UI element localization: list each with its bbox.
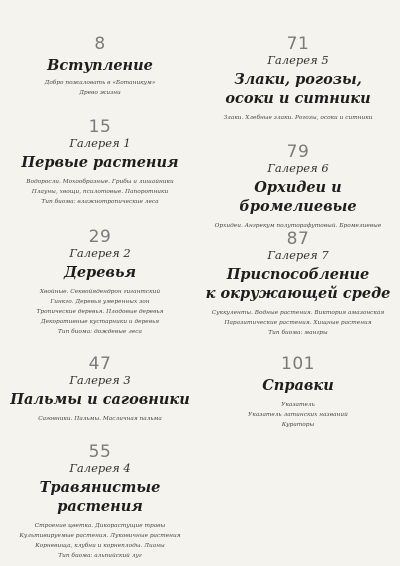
section-title-line: к окружающей среде xyxy=(205,285,391,302)
page-number: 47 xyxy=(88,354,112,374)
gallery-label: Галерея 3 xyxy=(69,373,131,387)
section-title: Пальмы и саговники xyxy=(10,391,190,408)
gallery-label: Галерея 7 xyxy=(267,248,329,262)
page-number: 29 xyxy=(88,227,112,247)
section-title-line: Орхидеи и бромелиевые xyxy=(239,179,357,215)
gallery-label: Галерея 2 xyxy=(69,246,131,260)
topic-line: Тип биома: мангры xyxy=(268,330,328,336)
topic-line: Плауны, хвощи, псилотовые. Папоротники xyxy=(31,189,169,195)
topic-line: Тип биома: дождевые леса xyxy=(57,329,143,335)
topic-line: Добро пожаловать в «Ботаникум» xyxy=(44,80,156,86)
page-number: 87 xyxy=(286,229,310,249)
topic-line: Указатель латинских названий xyxy=(248,412,348,418)
toc-entry-introduction[interactable] xyxy=(2,35,198,98)
topic-line: Суккуленты. Водные растения. Виктория амазонская xyxy=(211,310,385,316)
section-topics xyxy=(2,521,198,561)
toc-entry-gallery-5[interactable] xyxy=(200,35,396,123)
section-title xyxy=(200,70,396,108)
gallery-label: Галерея 1 xyxy=(69,136,131,150)
section-title-line: осоки и ситники xyxy=(225,90,371,107)
toc-entry-references[interactable] xyxy=(200,355,396,430)
topic-line: Тропические деревья. Плодовые деревья xyxy=(36,309,164,315)
page-number: 55 xyxy=(88,442,112,462)
topic-line: Тип биома: влажнотропические леса xyxy=(41,199,159,205)
gallery-label: Галерея 5 xyxy=(267,53,329,67)
topic-line: Древо жизни xyxy=(79,90,121,96)
toc-entry-gallery-3[interactable] xyxy=(2,355,198,424)
section-topics xyxy=(2,414,198,424)
toc-entry-gallery-7[interactable] xyxy=(200,230,396,338)
section-title: Деревья xyxy=(63,264,137,281)
section-topics xyxy=(2,287,198,337)
section-title: Вступление xyxy=(47,57,153,74)
section-topics xyxy=(200,308,396,338)
toc-entry-gallery-6[interactable] xyxy=(200,143,396,231)
section-title xyxy=(200,265,396,303)
topic-line: Корневища, клубни и корнеплоды. Лианы xyxy=(35,543,165,549)
section-title-line: Справки xyxy=(262,377,334,394)
page-number: 79 xyxy=(286,142,310,162)
topic-line: Декоративные кустарники и деревья xyxy=(40,319,160,325)
section-topics xyxy=(200,113,396,123)
section-title-line: Приспособление xyxy=(226,266,370,283)
section-title-line: Злаки, рогозы, xyxy=(234,71,362,88)
section-title xyxy=(200,178,396,216)
page-number: 71 xyxy=(286,34,310,54)
gallery-label: Галерея 6 xyxy=(267,161,329,175)
gallery-label: Галерея 4 xyxy=(69,461,131,475)
topic-line: Культивируемые растения. Луковичные растения xyxy=(19,533,181,539)
section-topics xyxy=(200,400,396,430)
topic-line: Орхидеи. Ангрекум полуторафутовый. Бромелиевые xyxy=(214,223,382,229)
topic-line: Кураторы xyxy=(281,422,315,428)
page-number: 15 xyxy=(88,117,112,137)
section-topics xyxy=(2,78,198,98)
section-title: Травянистые растения xyxy=(39,479,161,515)
topic-line: Злаки. Хлебные злаки. Рогозы, осоки и ситники xyxy=(223,115,373,121)
topic-line: Водоросли. Мохообразные. Грибы и лишайники xyxy=(26,179,174,185)
section-title xyxy=(200,376,396,395)
topic-line: Строение цветка. Дикорастущие травы xyxy=(34,523,166,529)
toc-entry-gallery-4[interactable] xyxy=(2,443,198,561)
toc-entry-gallery-2[interactable] xyxy=(2,228,198,337)
toc-entry-gallery-1[interactable] xyxy=(2,118,198,207)
topic-line: Хвойные. Секвойядендрон гигантский xyxy=(39,289,161,295)
topic-line: Гинкго. Деревья умеренных зон xyxy=(50,299,150,305)
topic-line: Паразитические растения. Хищные растения xyxy=(224,320,372,326)
topic-line: Саговники. Пальмы. Масличная пальма xyxy=(38,416,162,422)
page-number: 8 xyxy=(94,34,106,54)
section-title: Первые растения xyxy=(21,154,179,171)
topic-line: Тип биома: альпийский луг xyxy=(58,553,142,559)
section-topics xyxy=(2,177,198,207)
topic-line: Указатель xyxy=(281,402,315,408)
page-number: 101 xyxy=(281,354,315,374)
